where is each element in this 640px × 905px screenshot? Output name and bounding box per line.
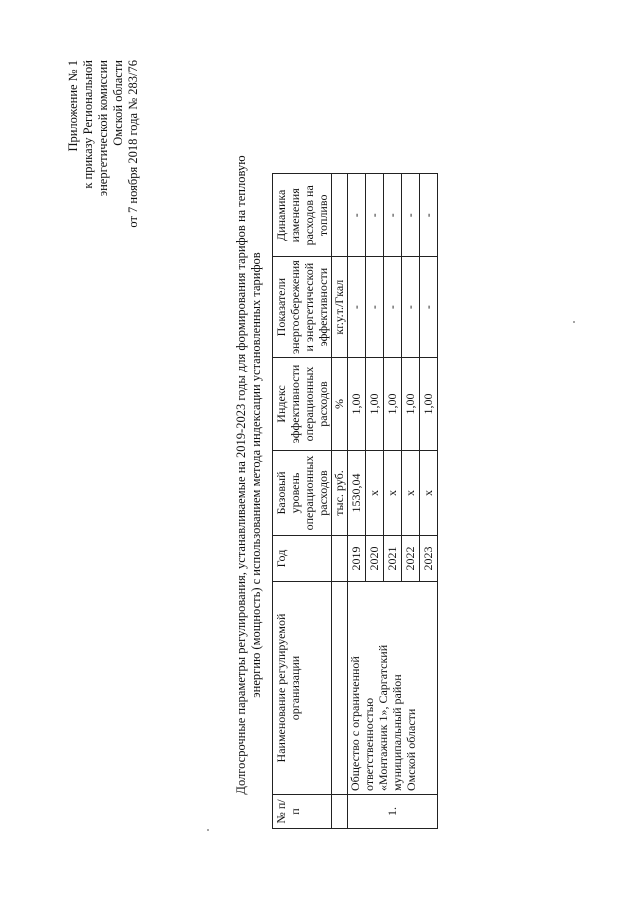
unit-base: тыс. руб. bbox=[332, 451, 348, 536]
header-num: № п/п bbox=[273, 795, 332, 829]
scan-speck bbox=[207, 829, 209, 831]
energy-cell: - bbox=[420, 257, 438, 358]
org-name-line: муниципальный район bbox=[390, 674, 404, 791]
org-name-line: ответственностью bbox=[362, 697, 376, 791]
unit-cell-empty bbox=[332, 795, 348, 829]
org-name-cell bbox=[348, 582, 438, 795]
dynamics-cell: - bbox=[384, 174, 402, 257]
index-cell: 1,00 bbox=[348, 358, 366, 451]
unit-energy: кг.у.т./Гкал bbox=[332, 257, 348, 358]
header-energy: Показатели энергосбережения и энергетической эффективности bbox=[273, 257, 332, 358]
base-cell: x bbox=[402, 451, 420, 536]
unit-cell-empty bbox=[332, 174, 348, 257]
energy-cell: - bbox=[402, 257, 420, 358]
unit-cell-empty bbox=[332, 536, 348, 582]
dynamics-cell: - bbox=[402, 174, 420, 257]
dynamics-cell: - bbox=[348, 174, 366, 257]
index-cell: 1,00 bbox=[402, 358, 420, 451]
dynamics-cell: - bbox=[366, 174, 384, 257]
base-cell: x bbox=[366, 451, 384, 536]
energy-cell: - bbox=[348, 257, 366, 358]
appendix-line: Приложение № 1 bbox=[66, 60, 80, 152]
appendix-header bbox=[66, 60, 141, 360]
org-name-line: Общество с ограниченной bbox=[348, 656, 362, 791]
title-line: Долгосрочные параметры регулирования, устанавливаемые на 2019-2023 годы для формирования тарифов на тепловую bbox=[234, 155, 248, 795]
appendix-line: Омской области bbox=[111, 60, 125, 146]
dynamics-cell: - bbox=[420, 174, 438, 257]
index-cell: 1,00 bbox=[384, 358, 402, 451]
org-name-line: Омской области bbox=[404, 708, 418, 791]
year-cell: 2023 bbox=[420, 536, 438, 582]
header-org: Наименование регулируемой организации bbox=[273, 582, 332, 795]
header-base: Базовый уровень операционных расходов bbox=[273, 451, 332, 536]
header-dynamics: Динамика изменения расходов на топливо bbox=[273, 174, 332, 257]
unit-index: % bbox=[332, 358, 348, 451]
table-header-row bbox=[273, 174, 332, 829]
energy-cell: - bbox=[384, 257, 402, 358]
org-name-line: «Монтажник 1», Саргатский bbox=[376, 644, 390, 791]
base-cell: x bbox=[420, 451, 438, 536]
year-cell: 2019 bbox=[348, 536, 366, 582]
appendix-line: к приказу Региональной bbox=[81, 60, 95, 189]
year-cell: 2021 bbox=[384, 536, 402, 582]
index-cell: 1,00 bbox=[420, 358, 438, 451]
header-year: Год bbox=[273, 536, 332, 582]
table-row bbox=[348, 174, 366, 829]
row-number: 1. bbox=[348, 795, 438, 829]
base-cell: x bbox=[384, 451, 402, 536]
header-index: Индекс эффективности операционных расходов bbox=[273, 358, 332, 451]
year-cell: 2022 bbox=[402, 536, 420, 582]
index-cell: 1,00 bbox=[366, 358, 384, 451]
document-title bbox=[234, 85, 264, 865]
base-cell: 1530,04 bbox=[348, 451, 366, 536]
appendix-line: энергетической комиссии bbox=[96, 60, 110, 197]
appendix-line: от 7 ноября 2018 года № 283/76 bbox=[126, 60, 140, 228]
energy-cell: - bbox=[366, 257, 384, 358]
unit-cell-empty bbox=[332, 582, 348, 795]
year-cell: 2020 bbox=[366, 536, 384, 582]
scan-speck bbox=[573, 321, 575, 323]
title-line: энергию (мощность) с использованием метода индексации установленных тарифов bbox=[249, 252, 263, 698]
table-units-row bbox=[332, 174, 348, 829]
parameters-table bbox=[272, 173, 438, 829]
